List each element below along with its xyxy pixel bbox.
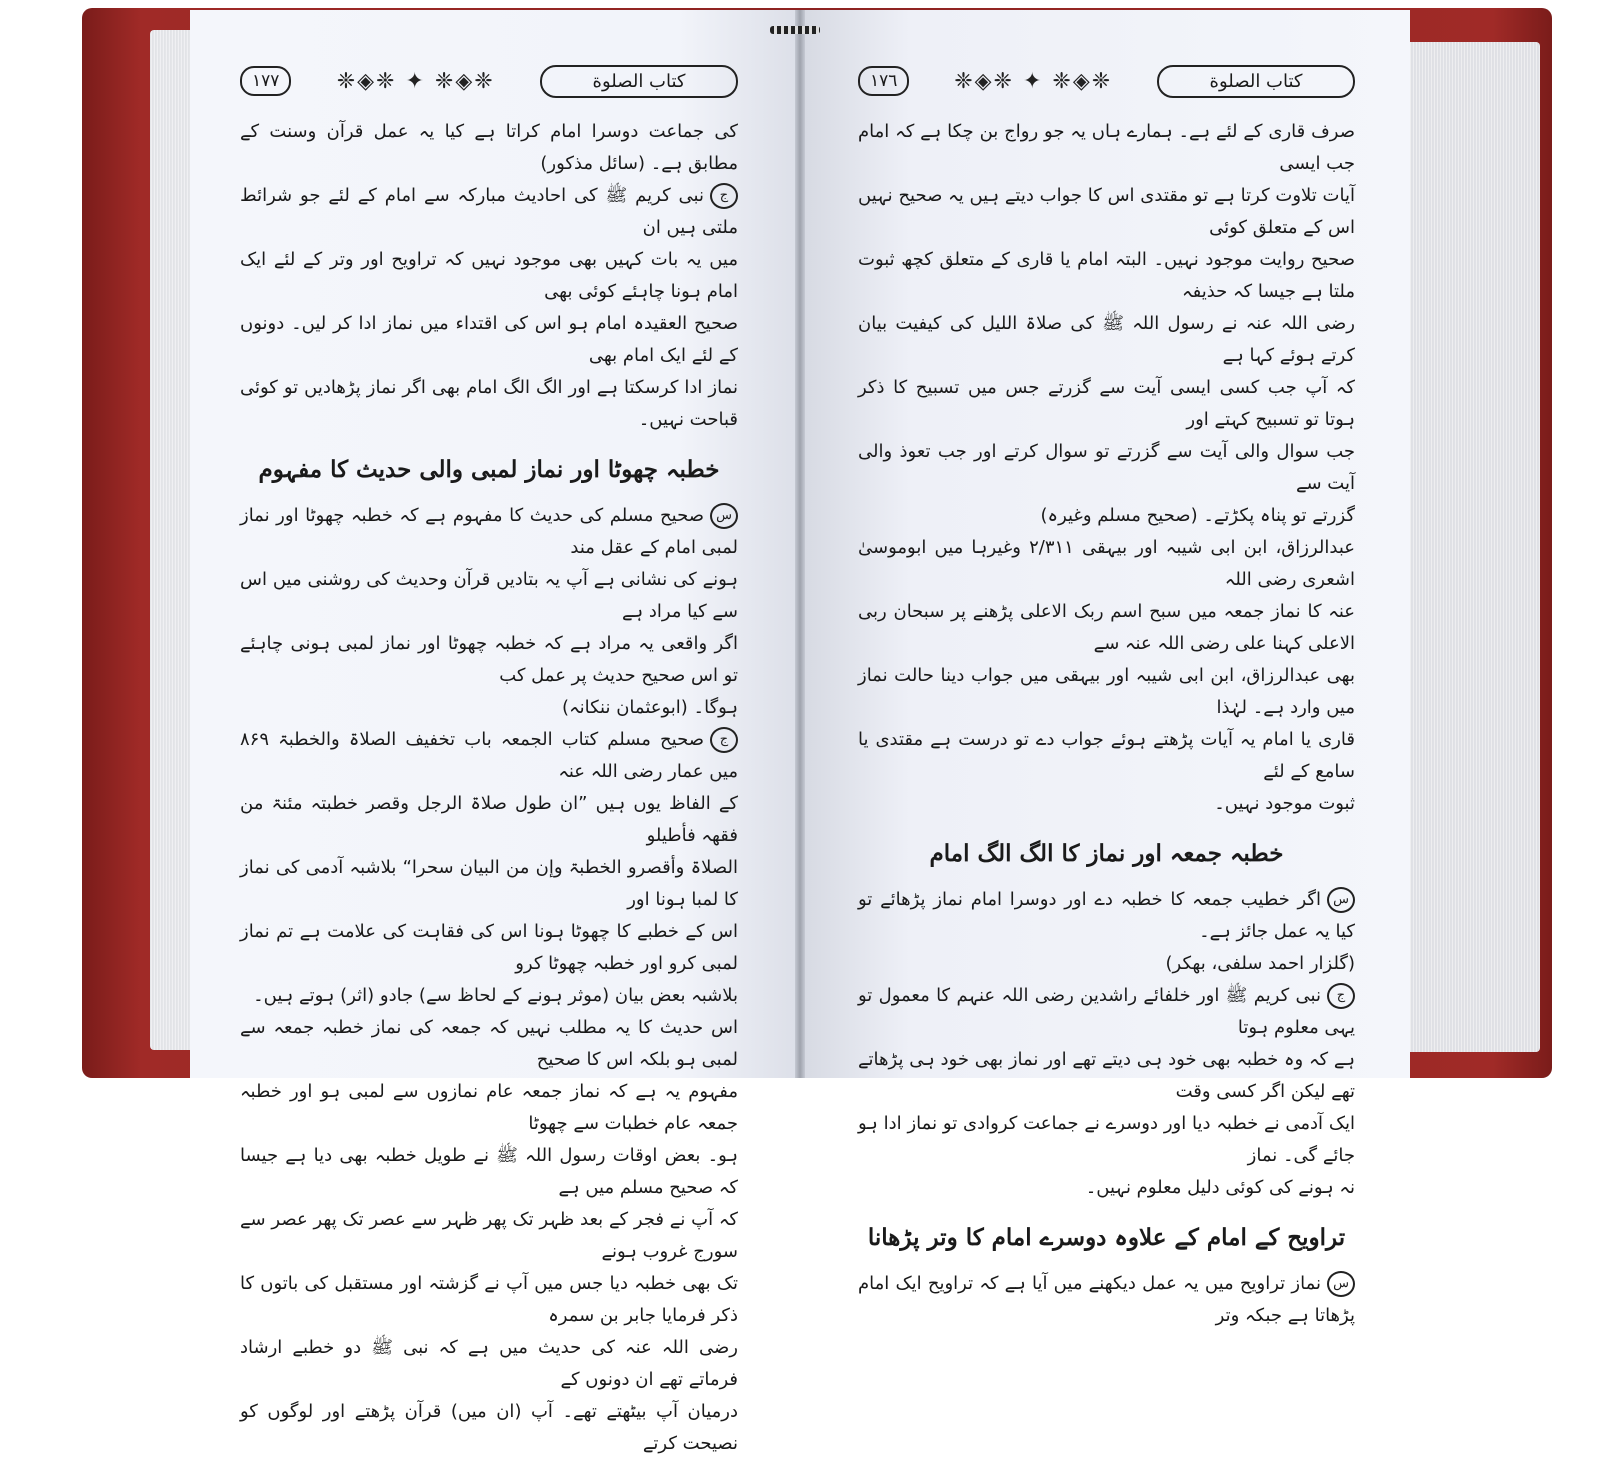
- text-line: مفہوم یہ ہے کہ نماز جمعہ عام نمازوں سے لمبی ہو اور خطبہ جمعہ عام خطبات سے چھوٹا: [240, 1081, 738, 1134]
- bookmark-ribbon: [770, 26, 820, 34]
- right-page: [800, 10, 1410, 1326]
- text-line: کہ آپ نے فجر کے بعد ظہر تک پھر ظہر سے عصر تک پھر عصر سے سورج غروب ہونے: [240, 1209, 738, 1262]
- header-ornament: ❈◈❈ ✦ ❈◈❈: [954, 68, 1113, 94]
- text-line: صحیح العقیدہ امام ہو اس کی اقتداء میں نماز ادا کر لیں۔ دونوں کے لئے ایک امام بھی: [240, 313, 738, 366]
- text-line: الصلاۃ وأقصرو الخطبۃ وإن من البیان سحرا“ بلاشبہ آدمی کی نماز کا لمبا ہونا اور: [240, 857, 738, 910]
- text-line: اس حدیث کا یہ مطلب نہیں کہ جمعہ کی نماز خطبہ جمعہ سے لمبی ہو بلکہ اس کا صحیح: [240, 1017, 738, 1070]
- text-line: ثبوت موجود نہیں۔: [1214, 793, 1355, 814]
- text-line: رضی اللہ عنہ کی حدیث میں ہے کہ نبی ﷺ دو خطبے ارشاد فرماتے تھے ان دونوں کے: [240, 1337, 738, 1390]
- text-line: جب سوال والی آیت سے گزرتے تو سوال کرتے اور جب تعوذ والی آیت سے: [858, 441, 1355, 494]
- page-number: ١٧٦: [858, 66, 909, 96]
- page-number: ١٧٧: [240, 66, 291, 96]
- text-line: (گلزار احمد سلفی، بھکر): [1165, 953, 1355, 974]
- text-line: ہونے کی نشانی ہے آپ یہ بتادیں قرآن وحدیث کی روشنی میں اس سے کیا مراد ہے: [240, 569, 738, 622]
- answer-marker: ج: [710, 727, 738, 753]
- book-spine-gutter: [795, 10, 805, 1078]
- text-line: ساگر خطیب جمعہ کا خطبہ دے اور دوسرا امام نماز پڑھائے تو کیا یہ عمل جائز ہے۔: [858, 889, 1355, 942]
- text-line: سصحیح مسلم کی حدیث کا مفہوم ہے کہ خطبہ چھوٹا اور نماز لمبی امام کے عقل مند: [240, 505, 738, 558]
- answer-marker: ج: [1327, 983, 1355, 1009]
- section-heading: خطبہ چھوٹا اور نماز لمبی والی حدیث کا مفہوم: [258, 456, 720, 483]
- text-line: نماز ادا کرسکتا ہے اور الگ الگ امام بھی اگر نماز پڑھادیں تو کوئی قباحت نہیں۔: [240, 377, 738, 430]
- section-heading: خطبہ جمعہ اور نماز کا الگ الگ امام: [929, 840, 1284, 867]
- left-page: [190, 10, 800, 1454]
- text-line: ہے کہ وہ خطبہ بھی خود ہی دیتے تھے اور نماز بھی خود ہی پڑھاتے تھے لیکن اگر کسی وقت: [858, 1049, 1355, 1102]
- text-line: ہو۔ بعض اوقات رسول اللہ ﷺ نے طویل خطبہ بھی دیا ہے جیسا کہ صحیح مسلم میں ہے: [240, 1145, 738, 1198]
- text-line: جنبی کریم ﷺ اور خلفائے راشدین رضی اللہ عنہم کا معمول تو یہی معلوم ہوتا: [858, 985, 1355, 1038]
- text-line: کے الفاظ یوں ہیں ”ان طول صلاۃ الرجل وقصر خطبتہ مئنۃ من فقھہ فأطیلو: [240, 793, 738, 846]
- text-line: اس کے خطبے کا چھوٹا ہونا اس کی فقاہت کی علامت ہے تم نماز لمبی کرو اور خطبہ چھوٹا کرو: [240, 921, 738, 974]
- text-line: سنماز تراویح میں یہ عمل دیکھنے میں آیا ہے کہ تراویح ایک امام پڑھاتا ہے جبکہ وتر: [858, 1273, 1355, 1326]
- question-marker: س: [1327, 1271, 1355, 1297]
- text-line: عبدالرزاق، ابن ابی شیبہ اور بیہقی ۲/۳۱۱ وغیرہا میں ابوموسیٰ اشعری رضی اللہ: [858, 537, 1355, 590]
- text-line: بھی عبدالرزاق، ابن ابی شیبہ اور بیہقی میں جواب دینا حالت نماز میں وارد ہے۔ لہٰذا: [858, 665, 1355, 718]
- text-line: جصحیح مسلم کتاب الجمعہ باب تخفیف الصلاۃ والخطبۃ ۸۶۹ میں عمار رضی اللہ عنہ: [240, 729, 738, 782]
- text-line: صحیح روایت موجود نہیں۔ البتہ امام یا قاری کے متعلق کچھ ثبوت ملتا ہے جیسا کہ حذیفہ: [858, 249, 1355, 302]
- text-line: جنبی کریم ﷺ کی احادیث مبارکہ سے امام کے لئے جو شرائط ملتی ہیں ان: [240, 185, 738, 238]
- answer-marker: ج: [710, 183, 738, 209]
- text-line: آیات تلاوت کرتا ہے تو مقتدی اس کا جواب دیتے ہیں یہ صحیح نہیں اس کے متعلق کوئی: [858, 185, 1355, 238]
- text-line: قاری یا امام یہ آیات پڑھتے ہوئے جواب دے تو درست ہے مقتدی یا سامع کے لئے: [858, 729, 1355, 782]
- text-line: رضی اللہ عنہ نے رسول اللہ ﷺ کی صلاۃ اللیل کی کیفیت بیان کرتے ہوئے کہا ہے: [858, 313, 1355, 366]
- right-page-header: [858, 58, 1355, 104]
- question-marker: س: [1327, 887, 1355, 913]
- header-ornament: ❈◈❈ ✦ ❈◈❈: [336, 68, 495, 94]
- text-line: نہ ہونے کی کوئی دلیل معلوم نہیں۔: [1085, 1177, 1355, 1198]
- text-line: ایک آدمی نے خطبہ دیا اور دوسرے نے جماعت کروادی تو نماز ادا ہو جائے گی۔ نماز: [858, 1113, 1355, 1166]
- text-line: درمیان آپ بیٹھتے تھے۔ آپ (ان میں) قرآن پڑھتے اور لوگوں کو نصیحت کرتے: [240, 1401, 738, 1454]
- running-title: كتاب الصلوة: [1157, 65, 1355, 98]
- text-line: بلاشبہ بعض بیان (موثر ہونے کے لحاظ سے) جادو (اثر) ہوتے ہیں۔: [253, 985, 738, 1006]
- text-line: اگر واقعی یہ مراد ہے کہ خطبہ چھوٹا اور نماز لمبی ہونی چاہئے تو اس صحیح حدیث پر عمل کب: [240, 633, 738, 686]
- question-marker: س: [710, 503, 738, 529]
- text-line: عنہ کا نماز جمعہ میں سبح اسم ربک الاعلی پڑھنے پر سبحان ربی الاعلی کہنا علی رضی اللہ عنہ سے: [858, 601, 1355, 654]
- page-stack-right: [1400, 42, 1540, 1052]
- text-line: تک بھی خطبہ دیا جس میں آپ نے گزشتہ اور مستقبل کی باتوں کا ذکر فرمایا جابر بن سمرہ: [240, 1273, 738, 1326]
- running-title: كتاب الصلوة: [540, 65, 738, 98]
- section-heading: تراویح کے امام کے علاوہ دوسرے امام کا وتر پڑھانا: [867, 1224, 1346, 1251]
- text-line: صرف قاری کے لئے ہے۔ ہمارے ہاں یہ جو رواج بن چکا ہے کہ امام جب ایسی: [858, 121, 1355, 174]
- text-line: ہوگا۔ (ابوعثمان ننکانہ): [562, 697, 738, 718]
- text-line: میں یہ بات کہیں بھی موجود نہیں کہ تراویح اور وتر کے لئے ایک امام ہونا چاہئے کوئی بھی: [240, 249, 738, 302]
- text-line: کی جماعت دوسرا امام کراتا ہے کیا یہ عمل قرآن وسنت کے مطابق ہے۔ (سائل مذکور): [240, 121, 738, 174]
- text-line: گزرتے تو پناہ پکڑتے۔ (صحیح مسلم وغیرہ): [1040, 505, 1355, 526]
- left-page-header: [240, 58, 738, 104]
- text-line: کہ آپ جب کسی ایسی آیت سے گزرتے جس میں تسبیح کا ذکر ہوتا تو تسبیح کہتے اور: [858, 377, 1355, 430]
